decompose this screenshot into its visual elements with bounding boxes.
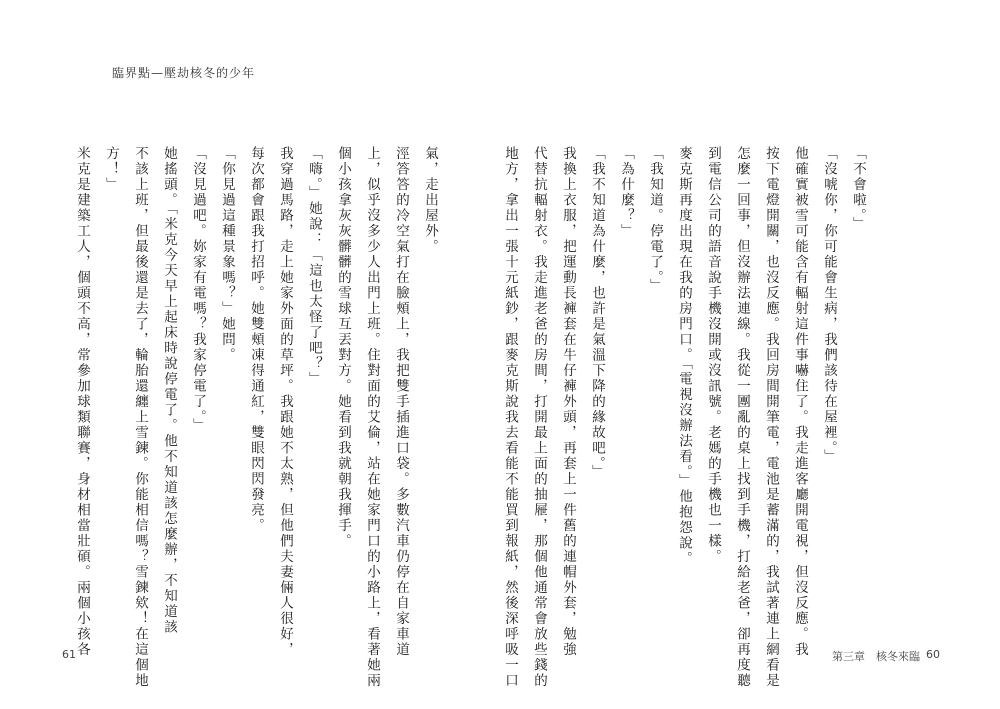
text-line: 「嗨。」她說：「這也太怪了吧？」: [306, 146, 322, 388]
text-line: 米克是建築工人，個頭不高，常參加球類聯賽，身材相當壯碩。兩個小孩各: [74, 146, 90, 658]
text-line: 麥克斯再度出現在我的房門口。「電視沒辦法看。」他抱怨說。: [676, 146, 692, 567]
text-line: 按下電燈開關，也沒反應。我回房間開筆電，電池是蓄滿的，我試著連上網看是: [763, 146, 779, 689]
text-line: 上，似乎沒多少人出門上班。住對面的艾倫，站在她家門口的小路上，看著她兩: [364, 146, 380, 689]
text-line: 涇答答的冷空氣打在臉頰上，我把雙手插進口袋。多數汽車仍停在自家車道: [393, 146, 409, 658]
text-line: 我穿過馬路，走上她家外面的草坪。我跟她不太熟，但他們夫妻倆人很好，: [277, 146, 293, 658]
text-line: 他確實被雪可能含有輻射這件事嚇住了。我走進客廳開電視，但沒反應。我: [792, 146, 808, 658]
text-line: 她搖頭。「米克今天早上起床時說停電了。他不知道該怎麼辦，不知道該: [161, 146, 177, 636]
text-line: 「我不知道為什麼，也許是氣溫下降的緣故吧。」: [589, 146, 605, 481]
text-line: 我換上衣服，把運動長褲套在牛仔褲外頭，再套上一件舊的連帽外套，勉強: [560, 146, 576, 658]
right-page-number: 60: [926, 648, 940, 661]
right-page-text: [502, 146, 872, 689]
left-page-number: 61: [62, 648, 76, 661]
text-line: 「你見過這種景象嗎？」她問。: [219, 146, 235, 363]
text-line: 代替抗輻射衣。我走進老爸的房間，打開最上面的抽屜，那個他通常會放些錢的: [531, 146, 547, 689]
text-line: 到電信公司的語音說手機沒開或沒訊號。老媽的手機也一樣。: [705, 146, 721, 565]
text-line: 「沒唬你，你可能會生病，我們該待在屋裡。」: [821, 146, 837, 465]
text-line: 「為什麼？」: [618, 146, 634, 239]
text-line: 氣，走出屋外。: [422, 146, 438, 255]
text-line: 「沒見過吧。妳家有電嗎？我家停電了。」: [190, 146, 206, 434]
text-line: 不該上班，但最後還是去了，輪胎還纏上雪鍊。你能相信嗎？雪鍊欸！在這個地: [132, 146, 148, 689]
text-line: 地方，拿出一張十元紙鈔，跟麥克斯說我去看能不能買到報紙，然後深呼吸一口: [502, 146, 518, 689]
chapter-label: 第三章 核冬來臨: [832, 650, 920, 663]
right-page-footer: [832, 648, 940, 664]
text-line: 方！」: [103, 146, 119, 193]
text-line: 「不會啦。」: [850, 146, 866, 233]
text-line: 「我知道。停電了。」: [647, 146, 663, 295]
text-line: 每次都會跟我打招呼。她雙頰凍得通紅，雙眼閃閃發亮。: [248, 146, 264, 534]
text-line: 怎麼一回事，但沒辦法連線。我從一團亂的桌上找到手機，打給老爸，卻再度聽: [734, 146, 750, 689]
text-line: 個小孩拿灰灰髒髒的雪球互丟對方。她看到我就朝我揮手。: [335, 146, 351, 549]
running-head-title: 臨界點—壓劫核冬的少年: [112, 66, 256, 80]
